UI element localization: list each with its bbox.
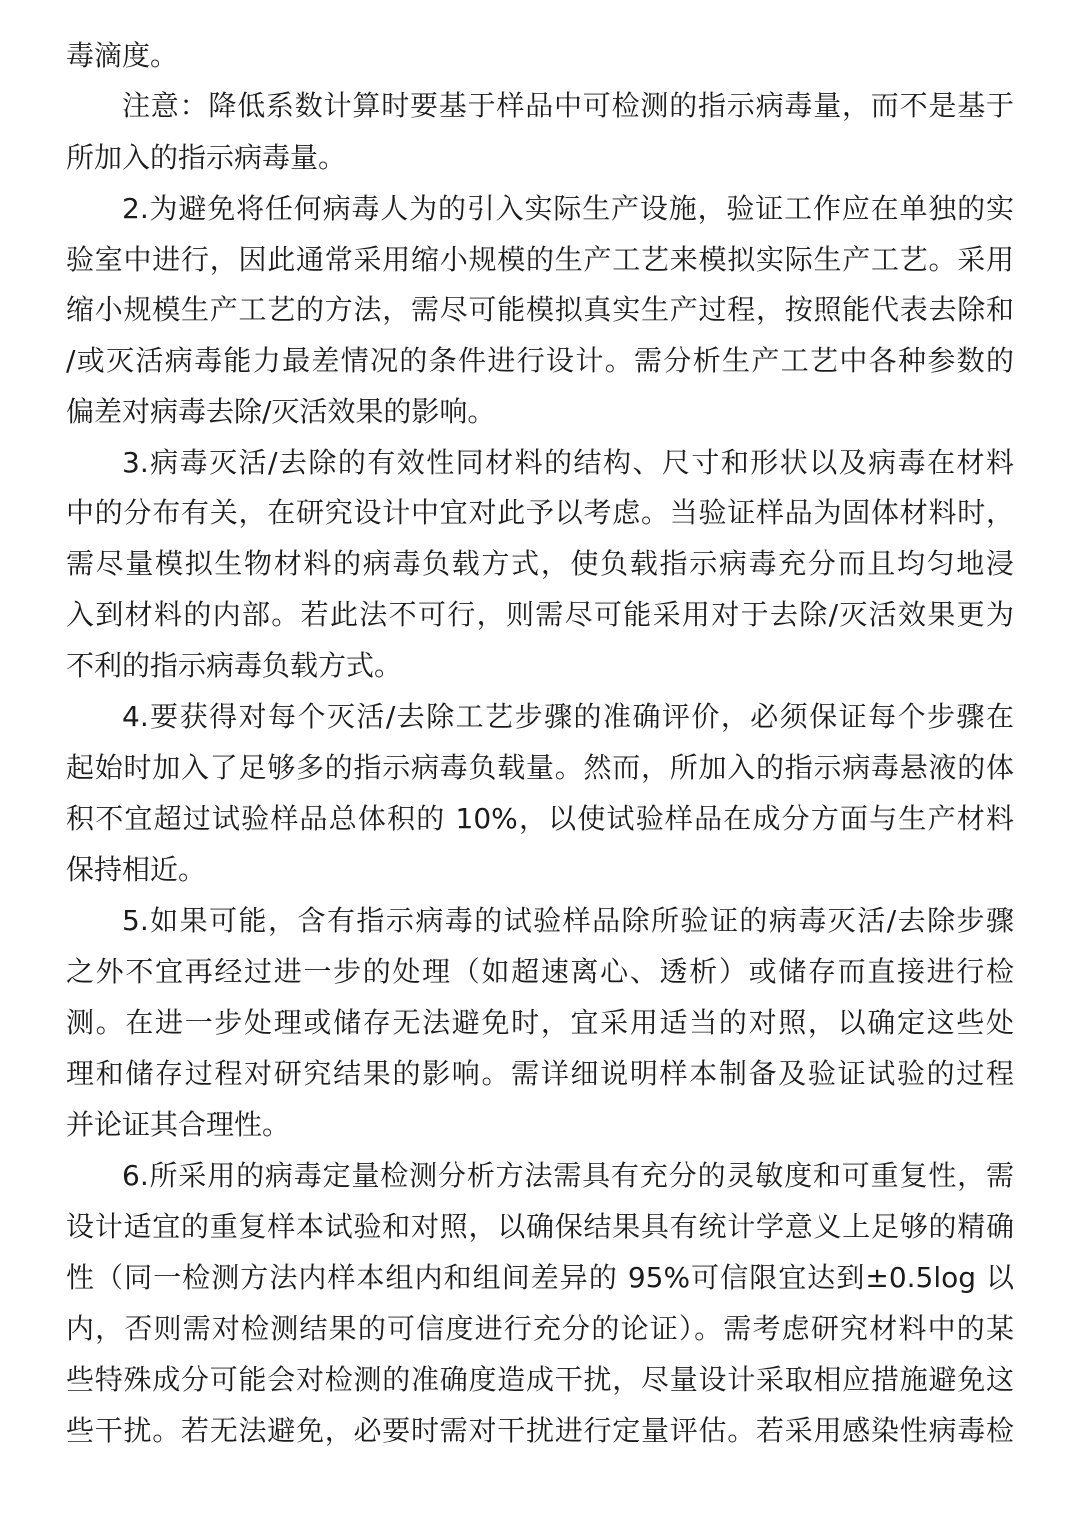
text-line: 之外不宜再经过进一步的处理（如超速离心、透析）或储存而直接进行检 [66,955,1014,988]
text-line: 积不宜超过试验样品总体积的 10%，以使试验样品在成分方面与生产材料 [66,802,1014,835]
text-line: 并论证其合理性。 [66,1108,291,1141]
text-line: 内，否则需对检测结果的可信度进行充分的论证）。需考虑研究材料中的某 [66,1312,1014,1345]
text-line: 所加入的指示病毒量。 [66,141,347,174]
text-line: 设计适宜的重复样本试验和对照，以确保结果具有统计学意义上足够的精确 [66,1210,1014,1243]
text-line: 验室中进行，因此通常采用缩小规模的生产工艺来模拟实际生产工艺。采用 [66,243,1014,276]
text-line: 6.所采用的病毒定量检测分析方法需具有充分的灵敏度和可重复性，需 [122,1159,1014,1192]
text-line: 不利的指示病毒负载方式。 [66,649,403,682]
text-line: 中的分布有关，在研究设计中宜对此予以考虑。当验证样品为固体材料时， [66,496,1014,529]
text-line: /或灭活病毒能力最差情况的条件进行设计。需分析生产工艺中各种参数的 [66,344,1014,377]
text-line: 些干扰。若无法避免，必要时需对干扰进行定量评估。若采用感染性病毒检 [66,1414,1014,1447]
text-line: 起始时加入了足够多的指示病毒负载量。然而，所加入的指示病毒悬液的体 [66,751,1014,784]
text-line: 需尽量模拟生物材料的病毒负载方式，使负载指示病毒充分而且均匀地浸 [66,547,1014,580]
text-line: 4.要获得对每个灭活/去除工艺步骤的准确评价，必须保证每个步骤在 [122,700,1014,733]
text-line: 性（同一检测方法内样本组内和组间差异的 95%可信限宜达到±0.5log 以 [66,1261,1014,1294]
text-line: 缩小规模生产工艺的方法，需尽可能模拟真实生产过程，按照能代表去除和 [66,293,1014,326]
text-line: 注意：降低系数计算时要基于样品中可检测的指示病毒量，而不是基于 [122,89,1014,122]
text-line: 毒滴度。 [66,39,179,72]
text-line: 理和储存过程对研究结果的影响。需详细说明样本制备及验证试验的过程 [66,1057,1014,1090]
text-line: 偏差对病毒去除/灭活效果的影响。 [66,395,496,428]
text-line: 3.病毒灭活/去除的有效性同材料的结构、尺寸和形状以及病毒在材料 [122,446,1014,479]
text-line: 测。在进一步处理或储存无法避免时，宜采用适当的对照，以确定这些处 [66,1006,1014,1039]
text-line: 2.为避免将任何病毒人为的引入实际生产设施，验证工作应在单独的实 [122,192,1014,225]
text-line: 些特殊成分可能会对检测的准确度造成干扰，尽量设计采取相应措施避免这 [66,1363,1014,1396]
text-line: 5.如果可能，含有指示病毒的试验样品除所验证的病毒灭活/去除步骤 [122,904,1014,937]
text-line: 入到材料的内部。若此法不可行，则需尽可能采用对于去除/灭活效果更为 [66,598,1014,631]
text-line: 保持相近。 [66,853,207,886]
